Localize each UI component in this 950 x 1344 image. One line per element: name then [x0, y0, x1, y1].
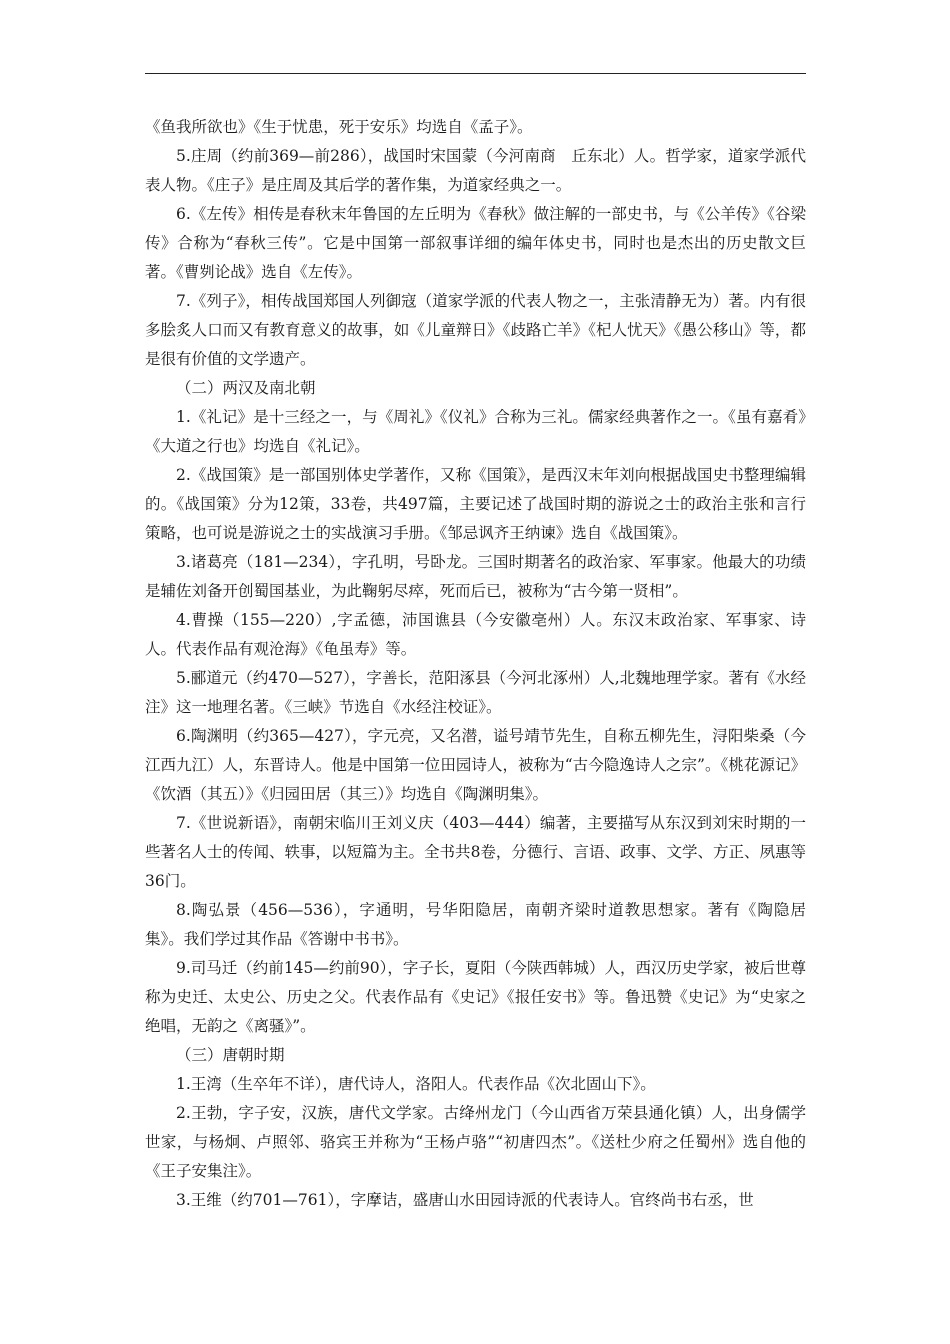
paragraph: 7.《世说新语》，南朝宋临川王刘义庆（403—444）编著，主要描写从东汉到刘宋时期的一些著名人士的传闻、轶事，以短篇为主。全书共8卷，分德行、言语、政事、文学、方正、夙惠等36门。	[145, 814, 806, 890]
paragraph: 9.司马迁（约前145—约前90），字子长，夏阳（今陕西韩城）人，西汉历史学家，被后世尊称为史迁、太史公、历史之父。代表作品有《史记》《报任安书》等。鲁迅赞《史记》为“史家之绝唱，无韵之《离骚》”。	[145, 959, 806, 1035]
paragraph: 2.王勃，字子安，汉族，唐代文学家。古绛州龙门（今山西省万荣县通化镇）人，出身儒学世家，与杨炯、卢照邻、骆宾王并称为“王杨卢骆”“初唐四杰”。《送杜少府之任蜀州》选自他的《王子安集注》。	[145, 1104, 806, 1180]
paragraph: 4.曹操（155—220）,字孟德，沛国谯县（今安徽亳州）人。东汉末政治家、军事家、诗人。代表作品有观沧海》《龟虽寿》等。	[145, 611, 806, 658]
section-heading: （三）唐朝时期	[176, 1046, 285, 1064]
paragraph: 3.王维（约701—761），字摩诘，盛唐山水田园诗派的代表诗人。官终尚书右丞，世	[176, 1191, 754, 1209]
paragraph: 2.《战国策》是一部国别体史学著作，又称《国策》，是西汉末年刘向根据战国史书整理编辑的。《战国策》分为12策，33卷，共497篇，主要记述了战国时期的游说之士的政治主张和言行策略，也可说是游说之士的实战演习手册。《邹忌讽齐王纳谏》选自《战国策》。	[145, 466, 806, 542]
paragraph: 8.陶弘景（456—536），字通明，号华阳隐居，南朝齐梁时道教思想家。著有《陶隐居集》。我们学过其作品《答谢中书书》。	[145, 901, 806, 948]
paragraph: 3.诸葛亮（181—234），字孔明，号卧龙。三国时期著名的政治家、军事家。他最大的功绩是辅佐刘备开创蜀国基业，为此鞠躬尽瘁，死而后已，被称为“古今第一贤相”。	[145, 553, 806, 600]
paragraph: 1.王湾（生卒年不详），唐代诗人，洛阳人。代表作品《次北固山下》。	[176, 1075, 656, 1093]
paragraph: 6.陶渊明（约365—427），字元亮，又名潜，谥号靖节先生，自称五柳先生，浔阳柴桑（今江西九江）人，东晋诗人。他是中国第一位田园诗人，被称为“古今隐逸诗人之宗”。《桃花源记》《饮酒（其五）》《归园田居（其三）》均选自《陶渊明集》。	[145, 727, 806, 803]
paragraph: 1.《礼记》是十三经之一，与《周礼》《仪礼》合称为三礼。儒家经典著作之一。《虽有嘉肴》《大道之行也》均选自《礼记》。	[145, 408, 806, 455]
paragraph: 5.郦道元（约470—527），字善长，范阳涿县（今河北涿州）人,北魏地理学家。著有《水经注》这一地理名著。《三峡》节选自《水经注校证》。	[145, 669, 806, 716]
paragraph: 6.《左传》相传是春秋末年鲁国的左丘明为《春秋》做注解的一部史书，与《公羊传》《谷梁传》合称为“春秋三传”。它是中国第一部叙事详细的编年体史书，同时也是杰出的历史散文巨著。《曹刿论战》选自《左传》。	[145, 205, 806, 281]
paragraph: 7.《列子》，相传战国郑国人列御寇（道家学派的代表人物之一，主张清静无为）著。内有很多脍炙人口而又有教育意义的故事，如《儿童辩日》《歧路亡羊》《杞人忧天》《愚公移山》等，都是很有价值的文学遗产。	[145, 292, 806, 368]
paragraph: 《鱼我所欲也》《生于忧患，死于安乐》均选自《孟子》。	[145, 118, 533, 136]
paragraph: 5.庄周（约前369—前286），战国时宋国蒙（今河南商 丘东北）人。哲学家，道家学派代表人物。《庄子》是庄周及其后学的著作集，为道家经典之一。	[145, 147, 806, 194]
header-rule	[145, 73, 806, 74]
document-body	[145, 113, 806, 1215]
section-heading: （二）两汉及南北朝	[176, 379, 316, 397]
